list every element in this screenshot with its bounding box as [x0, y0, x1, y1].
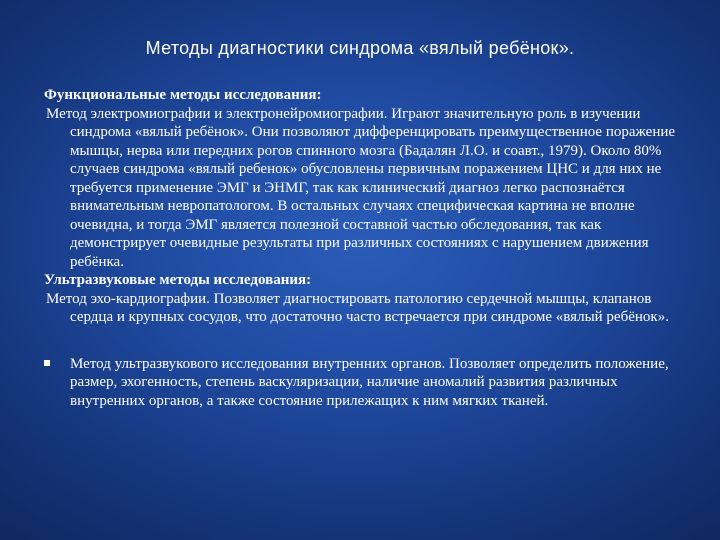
ultrasound-methods-heading: Ультразвуковые методы исследования:	[44, 272, 312, 288]
functional-methods-heading: Функциональные методы исследования:	[44, 87, 322, 103]
square-bullet-icon	[44, 360, 50, 366]
emg-paragraph: Метод электромиографии и электронейромиографии. Играют значительную роль в изучении синдрома «вялый ребёнок». Они позволяют дифференцировать преимущественное поражение мышцы, нерва или передних рогов спинного мозга (Бадалян Л.О. и соавт., 1979). Около 80% случаев синдрома «вялый ребенок» обусловлены первичным поражением ЦНС и для них не требуется применение ЭМГ и ЭНМГ, так как клинический диагноз легко распознаётся внимательным невропатологом. В остальных случаях специфическая картина не вполне очевидна, и тогда ЭМГ является полезной составной частью обследования, так как демонстрирует очевидные результаты при различных состояниях с нарушением движения ребёнка.	[46, 105, 676, 270]
internal-organs-ultrasound-text: Метод ультразвукового исследования внутренних органов. Позволяет определить положение, размер, эхогенность, степень васкуляризации, наличие аномалий развития различных внутренних органов, а также состояние прилежащих к ним мягких тканей.	[70, 355, 669, 409]
internal-organs-ultrasound-item	[44, 355, 680, 411]
slide-content	[44, 86, 680, 410]
spacer	[44, 327, 680, 355]
echocardiography-paragraph: Метод эхо-кардиографии. Позволяет диагностировать патологию сердечной мышцы, клапанов сердца и крупных сосудов, что достаточно часто встречается при синдроме «вялый ребёнок».	[46, 290, 669, 325]
slide-title: Методы диагностики синдрома «вялый ребёнок».	[145, 38, 575, 58]
